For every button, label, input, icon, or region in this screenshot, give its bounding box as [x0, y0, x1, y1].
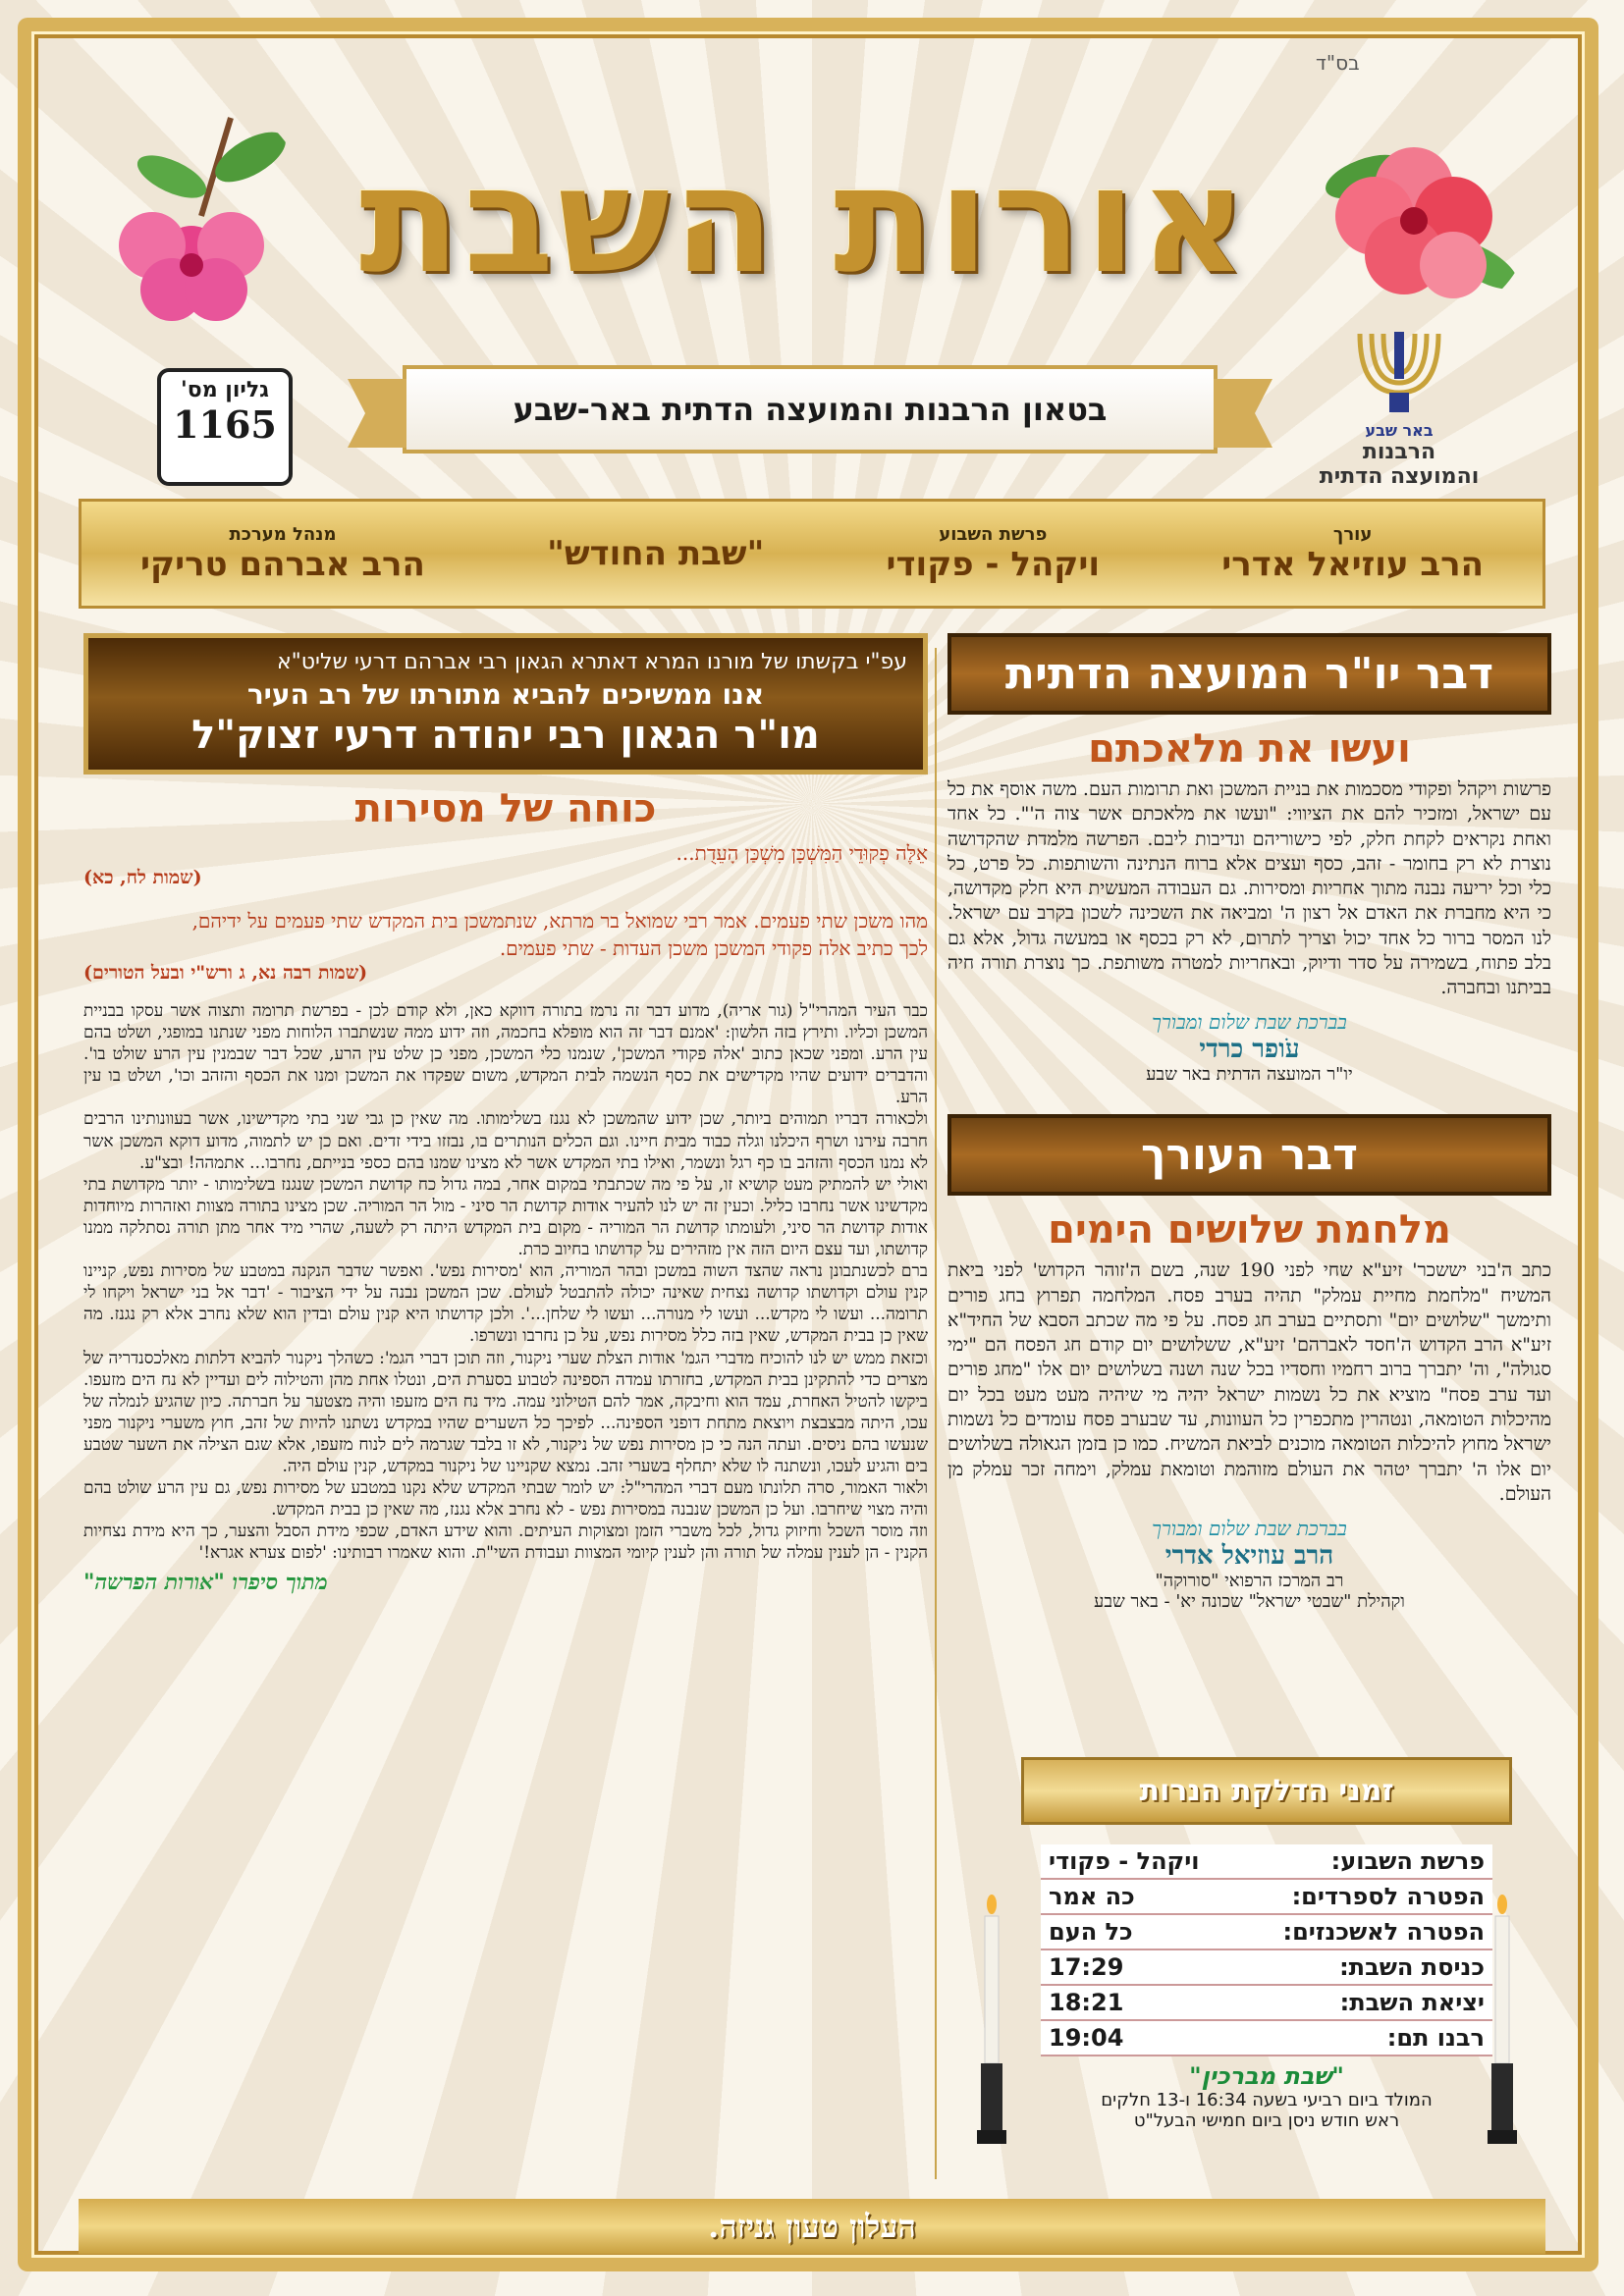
logo-line2: והמועצה הדתית — [1319, 464, 1480, 489]
hibiscus-right-icon — [1306, 108, 1532, 324]
main-article-body-4: ברם לכשנתבונן נראה שהצד השוה במשכן ובהר המוריה, הוא 'מסירות נפש'. ואפשר שדבר הנקנה במטבע של מסירות נפש, קניינו קנין עולם וקדושתו קדושה נצחית שאינה יכולה להתבטל לעולם. שכן המשכן נבנה על ידי הציבור - 'דבר אל בני ישראל ויקחו לי תרומה... ועשו לי מקדש... ועשו לי מנורה... ועשו לי שלחן...'. ולכן קדושתו היא קנין עולם ובדין הוא שלא נחרב אלא רק נגנז. מה שאין כן בבית המקדש, שאין בזה כלל מסירות נפש, על כן נחרבו ונשרפו. — [83, 1261, 928, 1347]
molad-text: המולד ביום רביעי בשעה 16:34 ו-13 חלקים — [1101, 2090, 1433, 2110]
times-value: 18:21 — [1041, 1985, 1236, 2020]
rosh-chodesh-text: ראש חודש ניסן ביום חמישי הבעל"ט — [1133, 2110, 1400, 2131]
rabbinate-logo — [1306, 324, 1492, 489]
chairman-role: יו"ר המועצה הדתית באר שבע — [1146, 1064, 1353, 1086]
lead-line-3: מו"ר הגאון רבי יהודה דרעי זצוק"ל — [191, 713, 820, 758]
parasha-name: ויקהל - פקודי — [886, 544, 1101, 584]
midrash-source: (שמות רבה נא, ג ורש"י ובעל הטורים) — [83, 962, 368, 984]
editor-greeting: בברכת שבת שלום ומבורך — [1152, 1517, 1347, 1541]
menorah-logo-icon — [1350, 324, 1448, 417]
main-article-body-5: וכזאת ממש יש לנו להוכיח מדברי הגמ' אודות הצלת שערי ניקנור, וזה תוכן דברי הגמ': כשהלך ניקנור להביא דלתות מאלכסנדריה של מצרים כדי להתקינן בבית המקדש, בחזרתו עמדה הספינה לטבוע בסערת הים, ונטלו אחת מהן והטילוה לים ועדיין לא נח הים מזעפו. ביקשו להטיל האחרת, עמד הוא וחיבקה, אמר להם הטילוני עמה. מיד נח הים מזעפו והיה מצטער על חברתה. כיון שהגיע לנמלה של עכו, היתה מבצבצת ויוצאת מתחת דופני הספינה... לפיכך כל השערים שהיו במקדש נשתנו להיות של זהב, חוץ משערי ניקנור מפני שנעשו בהם ניסים. ועתה הנה כי כן מסירות נפש של ניקנור, לא זו בלבד שגרמה לים לנוח מזעפו, אלא שגם הצילה את השער שטבע בים והגיע לעכו, ונשתנה לו שלא יתחלף בשערי זהב. נמצא שקניינו של ניקנור במקדש, קנין עולם היה. — [83, 1348, 928, 1476]
times-label: יציאת השבת: — [1236, 1985, 1492, 2020]
times-row — [1041, 1879, 1492, 1914]
chairman-greeting: בברכת שבת שלום ומבורך — [1152, 1010, 1347, 1035]
main-article-title: כוחה של מסירות — [354, 786, 657, 831]
info-bar — [79, 499, 1545, 609]
midrash-quote-2: לכך כתיב אלה פקודי המשכן משכן העדות - שתי פעמים. — [499, 936, 928, 960]
editor-role-2: וקהילת "שבטי ישראל" שכונה יא' - באר שבע — [1094, 1591, 1405, 1613]
times-row — [1041, 1949, 1492, 1985]
times-row — [1041, 2020, 1492, 2056]
main-article-body-6: ולאור האמור, סרה תלונתו מעם דברי המהרי"ל: יש לומר שבתי המקדש שלא נקנו במטבע של מסירות נפש, גם עין הרע שולט בהם והיה מצוי שיחרבו. ועל כן המשכן שנבנה במסירות נפש - לא נחרב אלא נגנז, מה שאין כן בבית המקדש. — [83, 1478, 928, 1521]
issue-label: גליון מס' — [181, 378, 269, 402]
times-value: כה אמר — [1041, 1879, 1236, 1914]
main-article-body-3: ואולי יש להמתיק מעט קושיא זו, על פי מה שכתבתי במקום אחר, במה גדול כח קדושת המשכן שנגנז בשלימותו - יותר מקדושת בתי מקדשינו אשר נחרבו כליל. וכעין זה יש לנו להעיר אודות קדושת הר סיני - מול הר המוריה. שכן מצינו בתורה מצוות ואזהרות מיוחדות אודות קדושת הר סיני, ולעומתו קדושת הר המוריה - מקום בית המקדש היתה רק לשעה, שהרי מיד אחר מתן תורה נסתלקה ממנו קדושתו, ועד עצם היום הזה אין מזהירים על קדושתו בחיוב כרת. — [83, 1174, 928, 1260]
verse-source: (שמות לח, כא) — [83, 867, 202, 888]
lead-line-1: עפ"י בקשתו של מורנו המרא דאתרא הגאון רבי אברהם דרעי שליט"א — [276, 650, 907, 674]
editor-signature: הרב עוזיאל אדרי — [1164, 1541, 1334, 1572]
hibiscus-left-icon — [93, 98, 309, 334]
left-column — [83, 633, 928, 2184]
managing-editor-cell — [140, 524, 425, 584]
editor-article-body: כתב ה'בני יששכר' זיע"א שחי לפני 190 שנה, בשם ה'זוהר הקדוש' לפני ביאת המשיח "מלחמת מחיית עמלק" תהיה בערב פסח. המלחמה תפרוץ בחג פורים ותימשך "שלושים יום" ותסתיים בערב חג פסח. על פי מה שכתב הסבא של החיד"א זיע"א הרב הקדוש ה'חסד לאברהם' זיע"א, ששלושים יום קודם חג הפסח הם "ימי סגולה", וה' יתברך ברוב רחמיו וחסדיו בכל שנה ושנה בשלושים יום אלו "מחג פורים ועד ערב פסח" מוציא את כל נשמות ישראל יהיה מי שיהיה מעט מעט בכל יום מהיכלות הטומאה, ונטהרין מתכפרין כל העוונות, עד שבערב פסח עומדים כל נשמות ישראל מחוץ להיכלות הטומאה מוכנים לביאת המשיח. כמו כן בזמן הגאולה בשלושים יום אלו ה' יתברך יטהר את העולם מזוהמת וטומאת עמלק, וימחה זכר עמלק מן העולם. — [947, 1259, 1551, 1505]
parasha-label: פרשת השבוע — [939, 523, 1048, 545]
mevarchim-title: "שבת מברכין" — [1189, 2062, 1344, 2090]
times-row — [1041, 1844, 1492, 1879]
main-article-body-1: כבר העיר המהרי"ל (גור אריה), מדוע דבר זה נרמז בתורה דווקא כאן, ולא קודם לכן - בפרשת תרומה ותצוה אשר עסקו בבניית המשכן וכליו. ותירץ בזה הלשון: 'אמנם דבר זה הוא מופלא בחכמה, וזה ידוע ממה שנשתברו הלוחות מפני שנתנו במופגי, ושלט בהם עין הרע. ומפני שכאן כתוב 'אלה פקודי המשכן', שנמנו כלי המשכן, מפני כן שלט עין הרע, שכל דבר שבמנין עין הרע שולט בו'. והדברים ידועים שהיו מקדישים את כסף הנשמה לבית המקדש, משום שפקדו את המשכן ומנו את הכסף והזהב וכו', ושלט בו עין הרע. — [83, 1001, 928, 1108]
editor-role-1: רב המרכז הרפואי "סורוקה" — [1155, 1571, 1344, 1592]
parasha-cell — [887, 524, 1101, 584]
issue-number-box — [157, 368, 293, 486]
editor-cell — [1221, 524, 1484, 584]
chairman-signature: עֹופר כרדי — [1199, 1035, 1300, 1065]
verse-text: אֵלֶּה פְקוּדֵי הַמִּשְׁכָּן מִשְׁכַּן הָעֵדֻת... — [676, 841, 928, 865]
candle-lighting-box — [1021, 1757, 1512, 2131]
subtitle-ribbon — [403, 365, 1218, 454]
source-note: מתוך סיפרו "אורות הפרשה" — [83, 1570, 328, 1596]
column-divider — [935, 648, 937, 2179]
times-row — [1041, 1914, 1492, 1949]
candle-left-icon — [977, 1895, 1006, 2150]
times-table — [1041, 1844, 1492, 2056]
logo-line1: הרבנות — [1362, 440, 1436, 464]
times-value: כל העם — [1041, 1914, 1236, 1949]
candle-lighting-title: זמני הדלקת הנרות — [1021, 1757, 1512, 1825]
chairman-article-title: ועשו את מלאכתם — [1088, 726, 1411, 772]
issue-number: 1165 — [173, 402, 277, 447]
times-value: ויקהל - פקודי — [1041, 1844, 1236, 1879]
logo-city: באר שבע — [1365, 421, 1434, 440]
special-shabbat-cell — [547, 534, 764, 573]
footer-text: העלון טעון גניזה. — [708, 2208, 916, 2245]
bsd-mark: בס"ד — [1316, 51, 1360, 75]
footer-bar — [79, 2199, 1545, 2254]
times-label: הפטרה לאשכנזים: — [1236, 1914, 1492, 1949]
editor-name: הרב עוזיאל אדרי — [1221, 544, 1484, 584]
times-label: הפטרה לספרדים: — [1236, 1879, 1492, 1914]
lead-banner — [83, 633, 928, 774]
editor-section-title: דבר העורך — [947, 1114, 1551, 1196]
times-row — [1041, 1985, 1492, 2020]
subtitle-text: בטאון הרבנות והמועצה הדתית באר-שבע — [513, 391, 1108, 428]
lead-line-2: אנו ממשיכים להביא מתורתו של רב העיר — [246, 678, 765, 711]
times-label: פרשת השבוע: — [1236, 1844, 1492, 1879]
mevarchim-block — [1021, 2062, 1512, 2131]
managing-label: מנהל מערכת — [229, 523, 337, 545]
managing-name: הרב אברהם טריקי — [140, 544, 425, 584]
special-shabbat: "שבת החודש" — [547, 534, 765, 573]
main-article-body-2: ולכאורה דבריו תמוהים ביותר, שכן ידוע שהמשכן לא נגנז בשלימותו. מה שאין כן גבי שני בתי מקדישינו, אשר בעוונותינו הרבים חרבה עירנו ושרף היכלנו וגלה כבוד מבית חיינו. וגם הכלים הנותרים בו, נבזזו בידי זדים. ואם כן יש לתמוה, מדוע דוקא המשכן אשר לא נמנו הכסף והזהב בו כף רגל ונשמר, ואילו בתי המקדש אשר לא מצינו שמנו בהם כספי בנייתם, נחרבו... אתמהה! ובצ"ע. — [83, 1109, 928, 1173]
editor-article-title: מלחמת שלושים הימים — [1048, 1207, 1451, 1254]
times-value: 19:04 — [1041, 2020, 1236, 2056]
editor-label: עורך — [1332, 523, 1373, 545]
masthead-title: אורות השבת — [359, 135, 1251, 306]
midrash-quote-1: מהו משכן שתי פעמים. אמר רבי שמואל בר מרתא, שנתמשכן בית המקדש שתי פעמים על ידיהם, — [191, 909, 928, 933]
chairman-section-title: דבר יו"ר המועצה הדתית — [947, 633, 1551, 715]
times-value: 17:29 — [1041, 1949, 1236, 1985]
times-label: כניסת השבת: — [1236, 1949, 1492, 1985]
times-label: רבנו תם: — [1236, 2020, 1492, 2056]
chairman-article-body: פרשות ויקהל ופקודי מסכמות את בניית המשכן ואת תרומות העם. משה אוסף את כל עם ישראל, ומזכיר להם את הציווי: "ועשו את מלאכתם אשר צוה ה'". כל אחד ואחת נקראים לקחת חלק, לפי כישוריהם ונדיבות ליבם. הפרשה מלמדת שהקדושה נוצרת לא רק בחומר - זהב, כסף ועצים אלא ברוח הנתינה והשותפות. כל פרט, כל כלי וכל יריעה נבנה מתוך אחריות ומסירות. גם העבודה המעשית היא חלק מקדושה, כי היא מחברת את האדם אל רצון ה' ומביאה את השכינה לשכון בקרב עם ישראל. לנו המסר ברור כל אחד יכול וצריך לתרום, לא רק בכסף או במעשה גדול, אלא גם בלב פתוח, בשמירה על סדר ודיוק, ובאחריות למטרה משותפת. כך נוצרת תורה חיה בביתנו ובחברה. — [947, 778, 1551, 999]
main-article-body-7: וזה מוסר השכל וחיזוק גדול, לכל משברי הזמן ומצוקות העיתים. והוא שידע האדם, שכפי מידת הסבל והצער, כך היא מידת נצחיות הקנין - הן לענין עמלה של תורה והן לענין קיומי המצוות ועבודת השי"ת. והוא שאמרו רבותינו: 'לפום צערא אגרא!' — [83, 1522, 928, 1564]
